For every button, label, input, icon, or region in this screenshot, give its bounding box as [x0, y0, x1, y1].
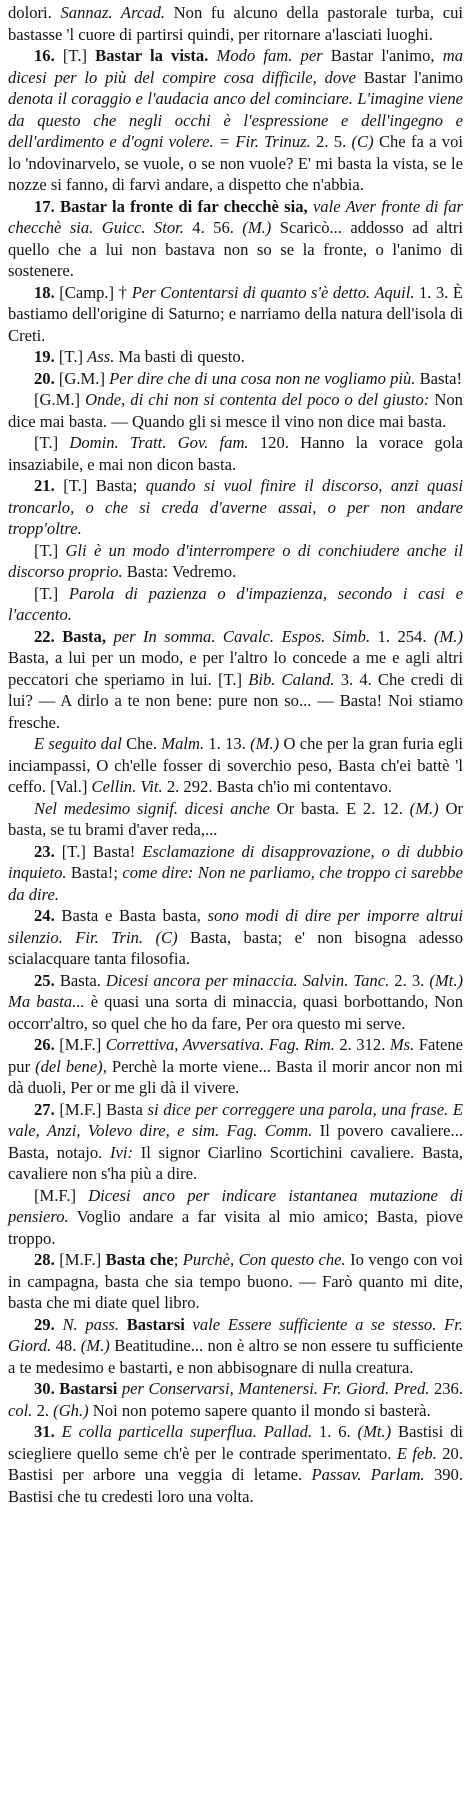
italic-text: Ass.: [87, 347, 115, 366]
dictionary-entry: [8, 1314, 463, 1379]
entry-number: 31.: [34, 1422, 55, 1441]
entry-number: 19.: [34, 347, 55, 366]
entry-text: Beatitudine... non è altro se non essere tu sufficiente a te medesimo e bastarti, e non abbisognare di nulla creatura.: [8, 1336, 464, 1377]
entry-text: Basta, basta; e' non bisogna adesso scialacquare tanta filosofia.: [8, 927, 463, 968]
italic-text: ma dicesi per lo più del compire cosa difficile, dove: [8, 46, 463, 87]
italic-text: Purchè, Con questo che.: [182, 1250, 346, 1269]
entry-text: [T.]: [34, 583, 69, 603]
italic-text: Correttiva, Avversativa. Fag. Rim.: [105, 1035, 335, 1054]
entry-text: Noi non potemo sapere quanto il mondo si basterà.: [88, 1400, 431, 1420]
dictionary-entry: [8, 1185, 463, 1250]
dictionary-entry: [8, 583, 463, 626]
italic-text: Cellin. Vit.: [91, 777, 163, 796]
entry-text: 20. Bastisi per arbore una veggia di letame.: [8, 1443, 463, 1484]
entry-text: [M.F.]: [54, 1035, 106, 1054]
dictionary-entry: [8, 733, 463, 798]
entry-number: 21.: [34, 476, 55, 495]
dictionary-entry: [8, 1421, 463, 1507]
italic-text: sono modi di dire per imporre altrui silenzio. Fir. Trin.: [8, 906, 463, 947]
entry-text: dolori.: [8, 3, 61, 22]
entry-number: 30.: [34, 1379, 55, 1398]
entry-text: [M.F.] Basta: [54, 1099, 148, 1119]
entry-text: Non fu alcuno della pastorale turba, cui bastasse 'l cuore di partirsi quindi, per ritornare a'lasciati luoghi.: [8, 3, 464, 44]
italic-text: Passav. Parlam.: [311, 1465, 425, 1484]
entry-text: 4. 56.: [183, 218, 243, 237]
italic-text: Dicesi ancora per minaccia. Salvin. Tanc.: [105, 970, 390, 990]
italic-text: Nel medesimo signif. dicesi anche: [34, 798, 270, 818]
entry-text: [T.]: [54, 46, 96, 65]
italic-text: Gli è un modo d'interrompere o di conchiudere anche il discorso proprio.: [8, 540, 463, 581]
entry-text: Bastar l'animo: [355, 67, 464, 87]
entry-text: Basta!: [415, 368, 462, 388]
entry-text: [55, 1422, 62, 1441]
italic-text: Parola di pazienza o d'impazienza, secondo i casi e l'accento.: [8, 583, 463, 624]
italic-text: Malm.: [161, 734, 205, 753]
entry-text: 1. 3. È bastiamo dell'origine di Saturno; e narriamo della natura dell'isola di Creti.: [8, 282, 463, 345]
entry-text: è quasi una sorta di minaccia, quasi borbottando, Non occorr'altro, so quel che ho da fare, Per ora questo mi serve.: [8, 992, 463, 1033]
entry-text: [G.M.]: [54, 368, 110, 388]
dictionary-entry: [8, 798, 463, 841]
italic-text: (M.): [250, 734, 280, 753]
italic-text: Modo fam. per: [208, 46, 323, 65]
entry-text: [M.F.]: [34, 1185, 89, 1205]
entry-text: [119, 1315, 127, 1334]
entry-text: 2. 292. Basta ch'io mi contentavo.: [162, 777, 392, 796]
italic-text: per In somma. Cavalc. Espos. Simb.: [106, 626, 371, 646]
dictionary-entry: [8, 540, 463, 583]
entry-text: , Perchè la morte viene... Basta il morir ancor non mi dà duoli, Per or me gli dà il vivere.: [8, 1056, 463, 1097]
dictionary-entry: [8, 841, 463, 906]
entry-text: 3. 4. Che credi di lui? — A dirlo a te non bene: pure non so... — Basta! Noi stiamo fresche.: [8, 669, 463, 732]
italic-text: (Mt.) Ma basta...: [8, 970, 463, 1011]
dictionary-entry: [8, 346, 463, 368]
dictionary-entry: [8, 2, 463, 45]
entry-text: 2. 3.: [389, 970, 430, 990]
dictionary-entry: [8, 1099, 463, 1185]
entry-text: 2. 5.: [310, 132, 352, 151]
entry-text: [T.]: [54, 347, 88, 366]
entry-text: [T.]: [34, 433, 70, 452]
italic-text: (M.): [80, 1336, 110, 1355]
entry-text: [M.F.]: [54, 1250, 106, 1269]
entry-lemma: Basta,: [62, 626, 106, 646]
entry-text: O che per la gran furia egli inciampassi, O ch'elle fosser di soverchio peso, Basta ch'ei battè 'l ceffo. [Val.]: [8, 734, 463, 796]
italic-text: (Mt.): [357, 1422, 392, 1441]
dictionary-entry: [8, 368, 463, 390]
dictionary-entry: [8, 1034, 463, 1099]
italic-text: N. pass.: [62, 1314, 120, 1334]
entry-text: [Camp.] †: [54, 282, 132, 302]
italic-text: (M.): [242, 218, 272, 237]
italic-text: per Conservarsi, Mantenersi. Fr. Giord. Pred.: [117, 1379, 430, 1398]
dictionary-entry: [8, 389, 463, 432]
dictionary-entry: [8, 626, 463, 734]
entry-text: Or basta, se tu brami d'aver reda,...: [8, 798, 463, 839]
dictionary-entry: [8, 432, 463, 475]
italic-text: vale Essere sufficiente a se stesso. Fr. Giord.: [8, 1314, 463, 1355]
italic-text: Ms.: [389, 1035, 415, 1054]
italic-text: Esclamazione di disapprovazione, o di dubbio inquieto.: [8, 841, 463, 882]
entry-text: 1. 6.: [312, 1422, 358, 1441]
entry-text: ;: [173, 1250, 183, 1269]
entry-number: 18.: [34, 282, 55, 302]
entry-text: Basta, a lui per un modo, e per l'altro lo concede a me e agli altri peccatori che speriamo in lui. [T.]: [8, 648, 463, 689]
entry-text: Basta: Vedremo.: [122, 562, 237, 581]
italic-text: Dicesi anco per indicare istantanea mutazione di pensiero.: [8, 1185, 463, 1226]
entry-number: 23.: [34, 841, 55, 861]
italic-text: (Gh.): [53, 1400, 89, 1420]
entry-number: 20.: [34, 368, 55, 388]
dictionary-entry: [8, 196, 463, 282]
dictionary-entry: [8, 970, 463, 1035]
entry-text: 48.: [51, 1336, 81, 1355]
dictionary-entry: [8, 1378, 463, 1421]
italic-text: Onde, di chi non si contenta del poco o del giusto:: [85, 390, 430, 409]
entry-text: Basta!;: [66, 863, 123, 882]
dictionary-entry: [8, 905, 463, 970]
italic-text: si dice per correggere una parola, una frase. E vale, Anzi, Volevo dire, e sim. Fag. Comm.: [8, 1099, 463, 1140]
entry-lemma: Bastarsi: [59, 1379, 118, 1398]
entry-text: Il signor Ciarlino Scortichini cavaliere. Basta, cavaliere non s'ha più a dire.: [8, 1142, 464, 1183]
entry-text: 390. Bastisi che tu credesti loro una volta.: [8, 1465, 463, 1506]
italic-text: Per dire che di una cosa non ne vogliamo più.: [109, 368, 416, 388]
italic-text: col.: [8, 1400, 33, 1420]
entry-text: 120. Hanno la vorace gola insaziabile, e mai non dicon basta.: [8, 433, 463, 474]
entry-number: 27.: [34, 1099, 55, 1119]
entry-text: Non dice mai basta. — Quando gli si mesce il vino non dice mai basta.: [8, 390, 463, 431]
entry-text: Ma basti di questo.: [114, 347, 245, 366]
italic-text: quando si vuol finire il discorso, anzi quasi troncarlo, o che si creda d'averne assai, o per non andare tropp'oltre.: [8, 476, 463, 538]
entry-text: 1. 254.: [370, 626, 434, 646]
italic-text: Sannaz. Arcad.: [60, 3, 166, 22]
italic-text: (C): [351, 132, 374, 151]
entry-number: 29.: [34, 1314, 55, 1334]
entry-text: [T.]: [34, 540, 66, 560]
entry-lemma: Bastar la vista.: [95, 46, 209, 65]
entry-number: 25.: [34, 970, 55, 990]
entry-text: Bastar l'animo,: [322, 46, 443, 65]
dictionary-entry: [8, 45, 463, 196]
italic-text: E feb.: [396, 1443, 437, 1463]
entry-text: [143, 928, 155, 947]
entry-text: Bastisi di sciegliere quello seme ch'è per le contrade sperimentato.: [8, 1422, 463, 1463]
entry-text: Or basta. E 2. 12.: [269, 798, 410, 818]
entry-text: 1. 13.: [204, 734, 251, 753]
italic-text: E colla particella superflua. Pallad.: [61, 1422, 313, 1441]
entry-text: Fatene pur: [8, 1035, 463, 1076]
italic-text: Bib. Caland.: [248, 669, 335, 689]
entry-number: 28.: [34, 1250, 55, 1269]
entry-number: 22.: [34, 626, 55, 646]
italic-text: (M.): [433, 626, 463, 646]
italic-text: Per Contentarsi di quanto s'è detto. Aquil.: [131, 282, 415, 302]
entry-number: 16.: [34, 46, 55, 65]
italic-text: (C): [155, 927, 178, 947]
entry-text: Che.: [121, 734, 162, 753]
entry-text: [T.] Basta;: [54, 476, 146, 495]
dictionary-entry: [8, 475, 463, 540]
entry-text: 236.: [429, 1379, 463, 1398]
entry-text: Basta e Basta basta,: [54, 906, 208, 925]
entry-text: Voglio andare a far visita al mio amico; Basta, piove troppo.: [8, 1207, 463, 1248]
entry-text: Il povero cavaliere... Basta, notajo.: [8, 1121, 463, 1162]
dictionary-entry: [8, 1249, 463, 1314]
italic-text: (M.): [409, 798, 439, 818]
entry-text: 2. 312.: [334, 1035, 390, 1054]
italic-text: E seguito dal: [34, 734, 122, 753]
entry-lemma: Bastarsi: [126, 1314, 185, 1334]
dictionary-entry: [8, 282, 463, 347]
entry-text: [T.] Basta!: [54, 841, 143, 861]
italic-text: Domin. Tratt. Gov. fam.: [69, 433, 249, 452]
entry-number: 26.: [34, 1035, 55, 1054]
entry-number: 24.: [34, 906, 55, 925]
entry-text: Che fa a voi lo 'ndovinarvelo, se vuole, o se non vuole? E' mi basta la vista, se le nozze si fanno, di farvi andare, a dispetto che n'abbia.: [8, 132, 463, 194]
entry-text: 2.: [32, 1400, 54, 1420]
italic-text: denota il coraggio e l'audacia anco del cominciare. L'imagine viene da questo che negli occhi è l'espressione e dell'ingegno e dell'ardimento e d'ogni volere. = Fir. Trinuz.: [8, 89, 463, 151]
entry-lemma: Bastar la fronte di far checchè sia,: [60, 196, 308, 216]
entry-text: Io vengo con voi in campagna, basta che sia tempo buono. — Farò quanto mi dite, basta che mi diate quel libro.: [8, 1250, 463, 1312]
italic-text: vale Aver fronte di far checchè sia. Guicc. Stor.: [8, 196, 463, 237]
italic-text: come dire: Non ne parliamo, che troppo ci sarebbe da dire.: [8, 863, 463, 904]
entry-text: Scaricò... addosso ad altri quello che a lui non bastava non so se la fronte, o l'animo di sostenere.: [8, 218, 463, 280]
entry-text: [G.M.]: [34, 390, 86, 409]
italic-text: Ivi:: [110, 1142, 134, 1162]
italic-text: (del bene): [35, 1056, 103, 1076]
entry-number: 17.: [34, 196, 55, 216]
entry-text: Basta.: [54, 970, 106, 990]
entry-lemma: Basta che: [105, 1250, 174, 1269]
